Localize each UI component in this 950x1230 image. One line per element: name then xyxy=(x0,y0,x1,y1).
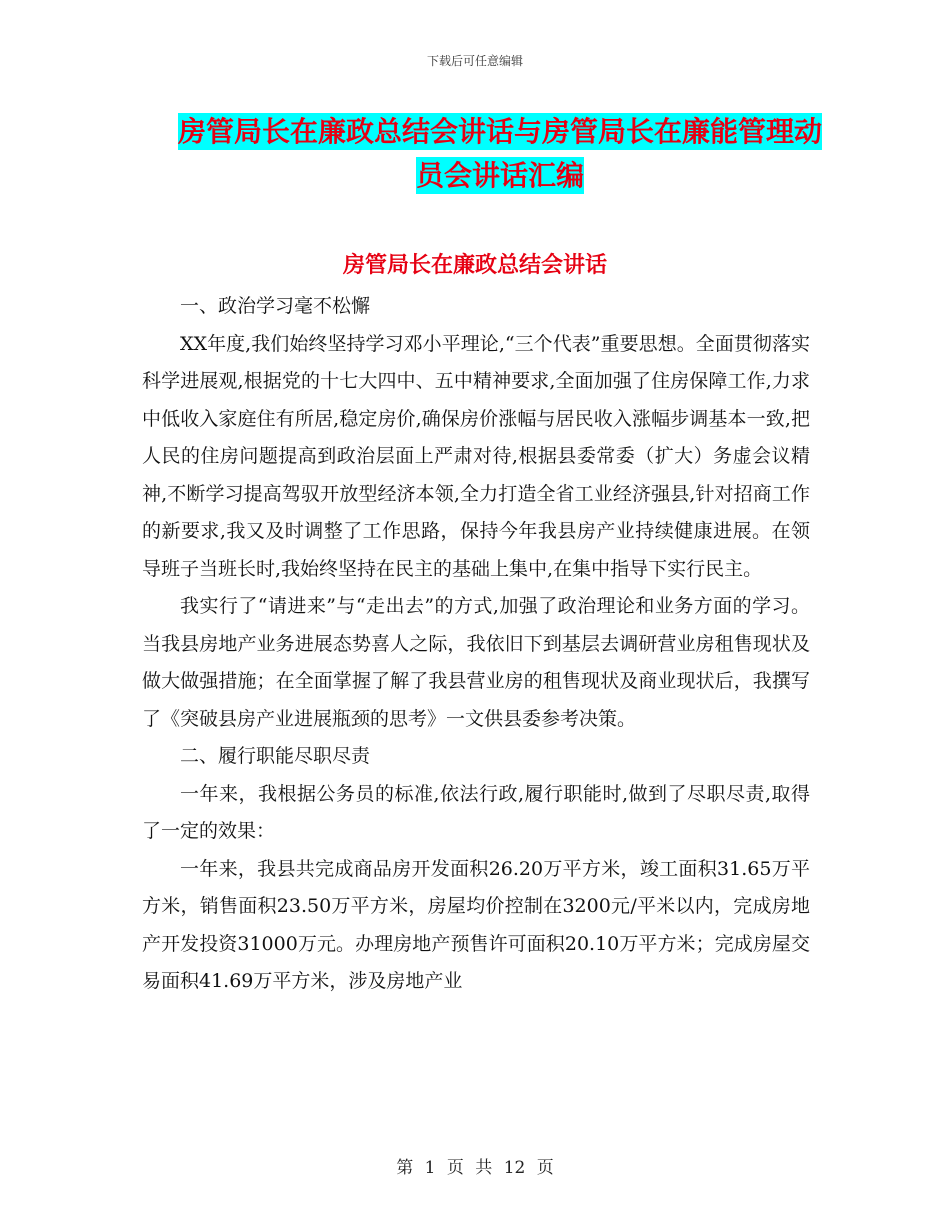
body-paragraph: 一年来，我根据公务员的标准,依法行政,履行职能时,做到了尽职尽责,取得了一定的效果： xyxy=(142,782,810,842)
document-title-line-1: 房管局长在廉政总结会讲话与房管局长在廉能管理动 xyxy=(177,115,822,148)
heading-political-study: 一、政治学习毫不松懈 xyxy=(180,295,371,317)
page-footer: 第 1 页 共 12 页 xyxy=(396,1158,554,1178)
body-paragraph: 一年来，我县共完成商品房开发面积26.20万平方米，竣工面积31.65万平方米，销售面积23.50万平方米，房屋均价控制在3200元/平米以内，完成房地产开发投资31000万元。办理房地产预售许可面积20.10万平方米；完成房屋交易面积41.69万平方米，涉及房地产业 xyxy=(142,857,810,992)
body-paragraph: 我实行了“请进来”与“走出去”的方式,加强了政治理论和业务方面的学习。当我县房地产业务进展态势喜人之际，我依旧下到基层去调研营业房租售现状及做大做强措施；在全面掌握了解了我县营业房的租售现状及商业现状后，我撰写了《突破县房产业进展瓶颈的思考》一文供县委参考决策。 xyxy=(142,595,810,730)
heading-duties: 二、履行职能尽职尽责 xyxy=(180,745,371,767)
document-title-line-2: 员会讲话汇编 xyxy=(415,159,584,192)
header-note: 下载后可任意编辑 xyxy=(426,54,523,68)
section-title: 房管局长在廉政总结会讲话 xyxy=(342,253,607,278)
document-title xyxy=(140,110,860,198)
document-body xyxy=(142,288,810,1001)
body-paragraph: XX年度,我们始终坚持学习邓小平理论,“三个代表”重要思想。全面贯彻落实科学进展观,根据党的十七大四中、五中精神要求,全面加强了住房保障工作,力求中低收入家庭住有所居,稳定房价,确保房价涨幅与居民收入涨幅步调基本一致,把人民的住房问题提高到政治层面上严肃对待,根据县委常委（扩大）务虚会议精神,不断学习提高驾驭开放型经济本领,全力打造全省工业经济强县,针对招商工作的新要求,我又及时调整了工作思路，保持今年我县房产业持续健康进展。在领导班子当班长时,我始终坚持在民主的基础上集中,在集中指导下实行民主。 xyxy=(142,332,810,580)
